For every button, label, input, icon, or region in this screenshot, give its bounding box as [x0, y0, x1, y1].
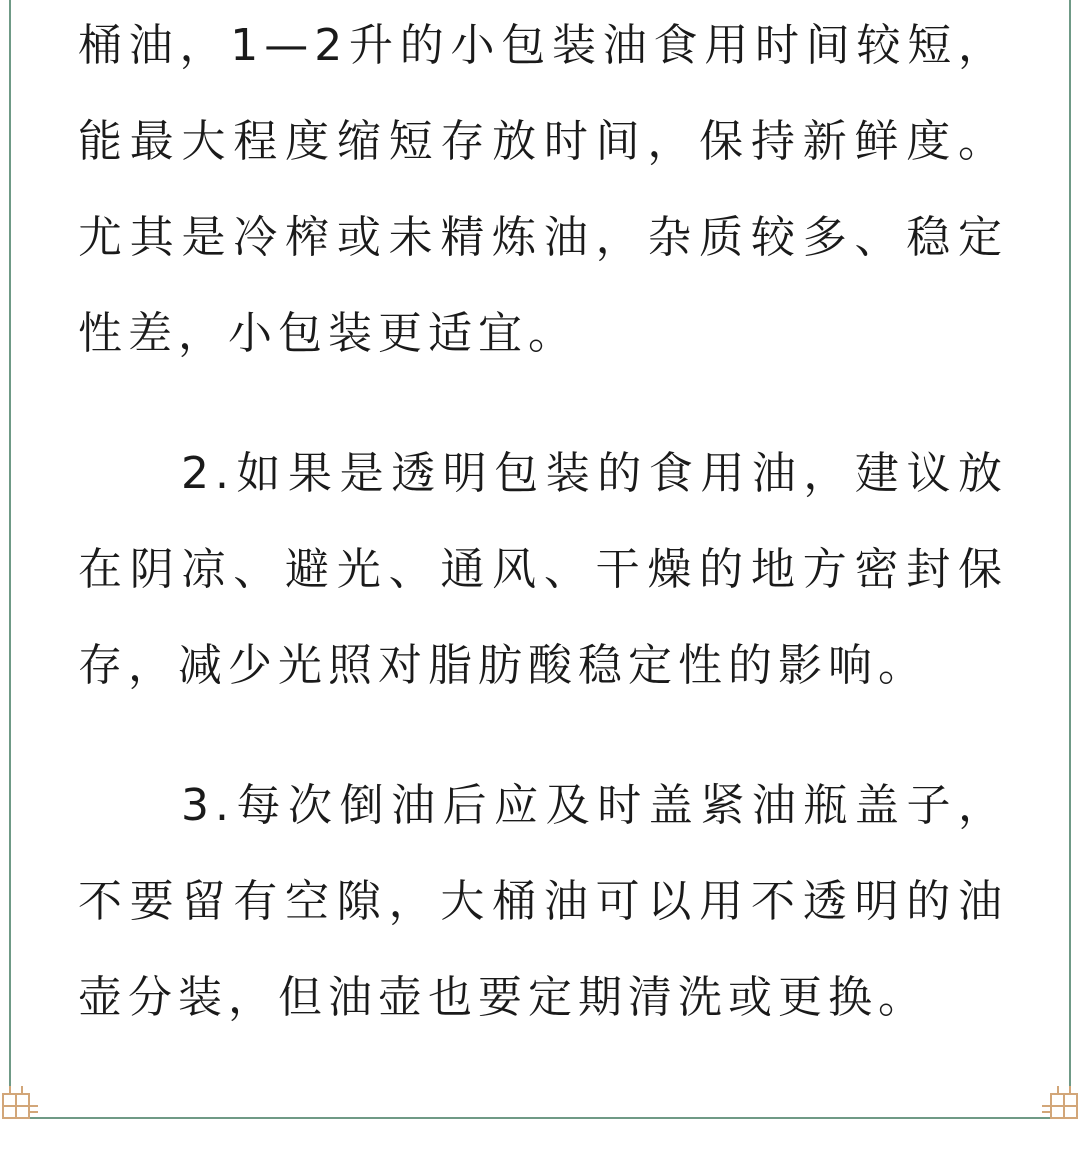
paragraph-1: 桶油，1—2升的小包装油食用时间较短，能最大程度缩短存放时间，保持新鲜度。尤其是冷榨或未精炼油，杂质较多、稳定性差，小包装更适宜。 — [78, 20, 1008, 359]
paragraph-spacer — [78, 714, 1008, 758]
left-border — [9, 0, 11, 1092]
bottom-border — [9, 1117, 1071, 1119]
corner-ornament-icon — [1040, 1082, 1080, 1122]
corner-ornament-icon — [0, 1082, 40, 1122]
paragraph-spacer — [78, 382, 1008, 426]
paragraph-3: 3.每次倒油后应及时盖紧油瓶盖子，不要留有空隙，大桶油可以用不透明的油壶分装，但油壶也要定期清洗或更换。 — [78, 780, 1008, 1023]
article-body — [78, 0, 1008, 1046]
right-border — [1069, 0, 1071, 1092]
paragraph-2: 2.如果是透明包装的食用油，建议放在阴凉、避光、通风、干燥的地方密封保存，减少光照对脂肪酸稳定性的影响。 — [78, 448, 1008, 691]
